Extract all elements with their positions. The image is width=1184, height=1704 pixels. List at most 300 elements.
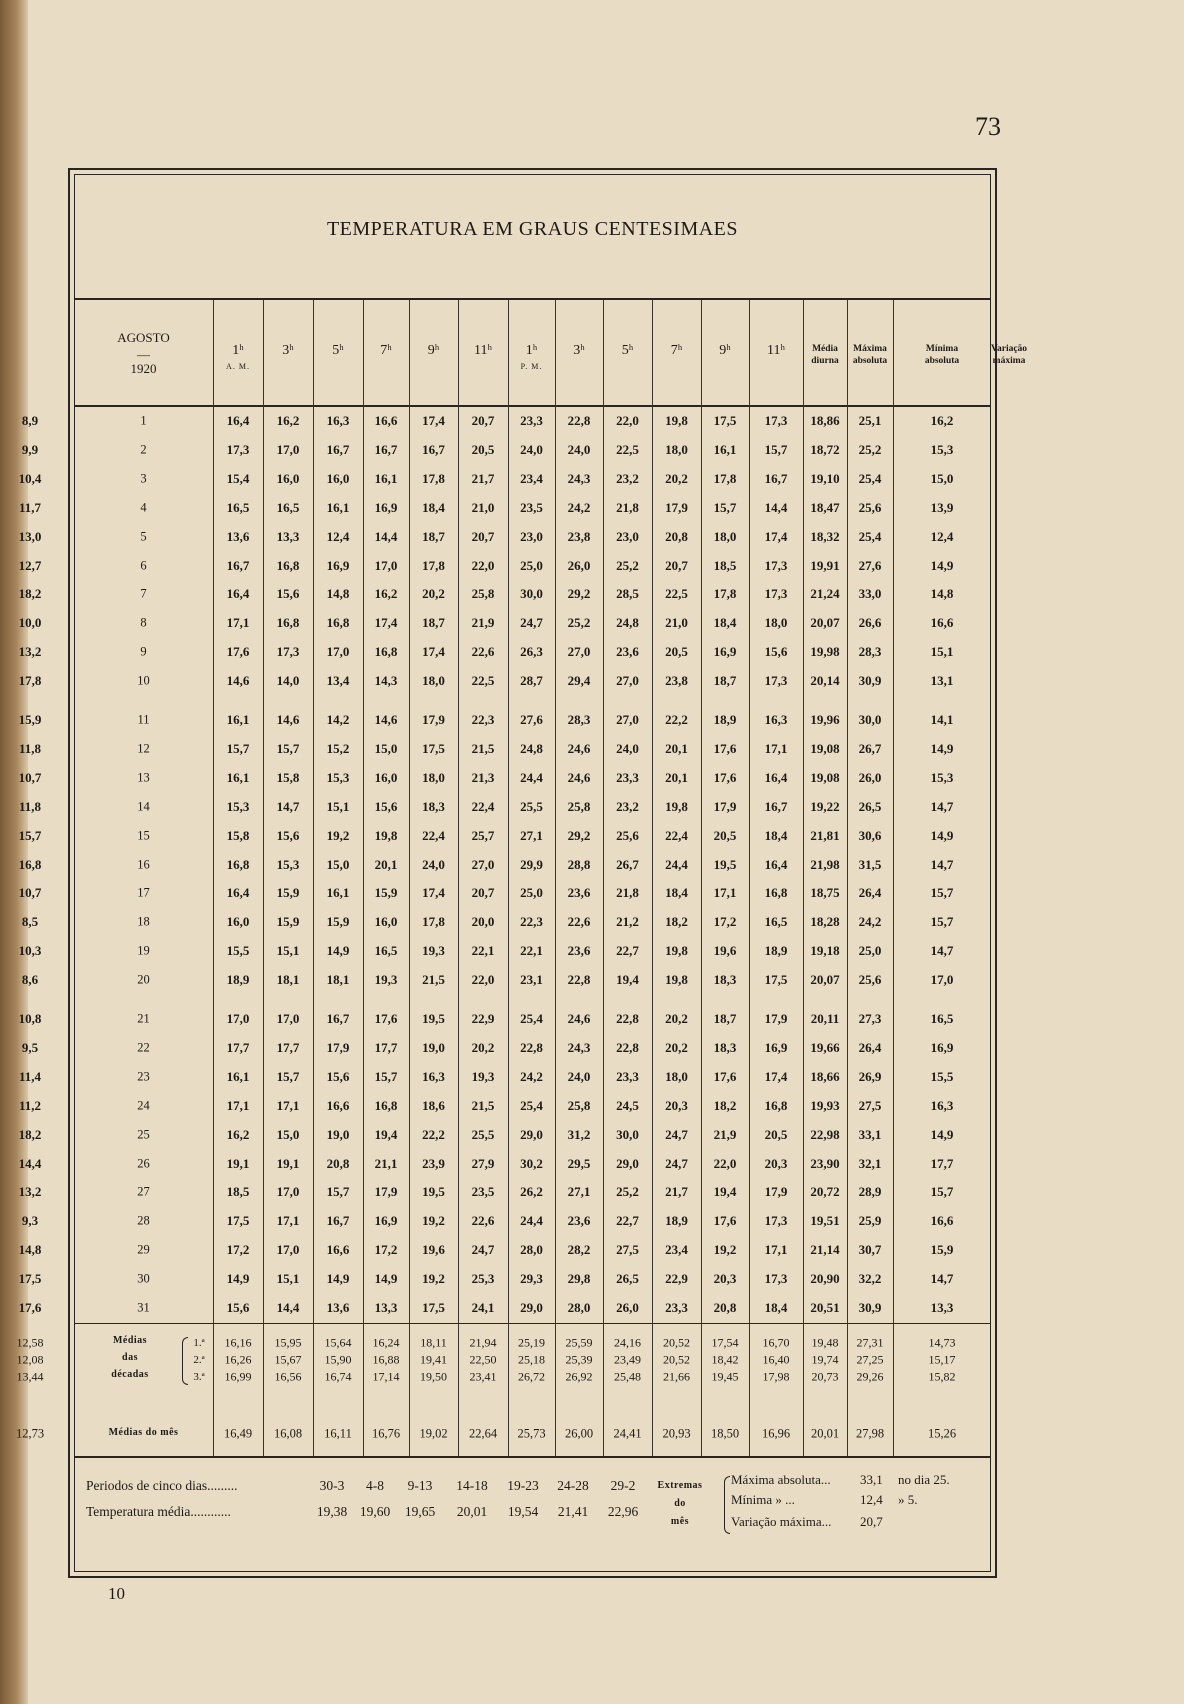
table-cell: 29,0 [520, 1300, 543, 1315]
header-hour: 1ʰ [525, 343, 538, 358]
table-cell: 24,0 [422, 856, 445, 872]
table-cell: 28,2 [567, 1242, 591, 1258]
day-number: 24 [137, 1098, 150, 1113]
table-cell: 17,0 [276, 1242, 300, 1258]
table-cell: 14,8 [18, 1242, 42, 1258]
table-cell: 22,2 [422, 1126, 445, 1142]
table-cell: 22,4 [471, 798, 495, 814]
table-cell: 21,8 [616, 885, 639, 901]
table-cell: 25,2 [616, 557, 639, 573]
temperatura-value: 21,41 [557, 1504, 589, 1519]
table-cell: 17,5 [713, 413, 737, 428]
temperatura-value: 20,01 [456, 1504, 488, 1519]
medias-mes-cell: 22,64 [468, 1426, 498, 1441]
table-cell: 22,6 [471, 1213, 495, 1229]
table-cell: 18,0 [422, 673, 445, 689]
table-cell: 24,7 [520, 615, 543, 631]
table-cell: 14,4 [276, 1300, 300, 1315]
table-cell: 16,6 [326, 1097, 350, 1113]
table-cell: 29,2 [567, 586, 591, 602]
header-hour: 9ʰ [427, 343, 440, 358]
table-cell: 22,0 [471, 557, 495, 573]
header-col-part: Variação [991, 344, 1028, 354]
decada-cell: 16,74 [324, 1369, 352, 1384]
table-cell: 20,2 [665, 470, 688, 486]
day-number: 10 [137, 673, 150, 688]
decada-ordinal: 2.ª [193, 1354, 205, 1366]
table-cell: 20,14 [810, 673, 840, 689]
table-cell: 16,9 [374, 499, 398, 515]
decada-cell: 15,82 [928, 1369, 956, 1384]
day-number: 26 [137, 1156, 150, 1170]
table-cell: 15,7 [18, 827, 42, 843]
table-cell: 18,9 [226, 972, 250, 988]
table-cell: 19,1 [276, 1155, 300, 1171]
decada-cell: 16,26 [224, 1352, 252, 1367]
table-cell: 17,8 [422, 914, 445, 930]
decada-ordinal: 3.ª [193, 1371, 205, 1383]
table-cell: 18,0 [764, 615, 788, 631]
table-cell: 19,51 [810, 1213, 840, 1229]
table-cell: 16,8 [374, 1097, 398, 1113]
day-number: 3 [140, 471, 147, 486]
periodo-value: 30-3 [319, 1478, 345, 1493]
table-cell: 19,96 [810, 712, 840, 727]
table-cell: 19,08 [810, 740, 840, 756]
table-cell: 27,6 [858, 557, 882, 573]
table-cell: 16,8 [226, 856, 250, 872]
table-cell: 16,1 [713, 441, 737, 457]
table-cell: 20,2 [471, 1039, 495, 1055]
table-cell: 30,9 [858, 1300, 882, 1315]
table-cell: 19,2 [422, 1271, 445, 1287]
table-cell: 29,8 [567, 1271, 591, 1287]
table-cell: 16,1 [326, 885, 350, 901]
table-cell: 16,5 [764, 914, 788, 930]
table-cell: 15,7 [930, 885, 954, 901]
table-cell: 25,1 [858, 413, 882, 428]
decada-cell: 14,73 [928, 1335, 956, 1350]
table-cell: 14,2 [326, 712, 350, 727]
table-cell: 17,3 [764, 557, 788, 573]
periodo-value: 9-13 [407, 1478, 433, 1493]
table-cell: 13,3 [930, 1300, 954, 1315]
table-cell: 15,0 [930, 470, 954, 486]
table-cell: 17,5 [422, 740, 445, 756]
table-cell: 13,9 [930, 499, 954, 515]
table-cell: 17,7 [226, 1039, 250, 1055]
table-cell: 20,8 [665, 528, 688, 544]
table-cell: 17,1 [764, 740, 788, 756]
table-cell: 26,2 [520, 1184, 543, 1200]
day-number: 14 [137, 799, 150, 814]
table-cell: 22,1 [520, 943, 543, 959]
medias-mes-cell: 15,26 [927, 1426, 957, 1441]
table-cell: 17,4 [422, 644, 445, 660]
table-cell: 23,6 [567, 885, 591, 901]
table-cell: 15,0 [326, 856, 350, 872]
table-cell: 16,5 [276, 499, 300, 515]
day-number: 2 [140, 442, 147, 457]
table-cell: 24,0 [567, 441, 591, 457]
table-cell: 22,7 [616, 943, 639, 959]
table-cell: 23,0 [520, 528, 543, 544]
temperatura-value: 19,60 [359, 1504, 391, 1519]
decadas-label-1: Médias [112, 1335, 148, 1346]
table-cell: 25,0 [858, 943, 882, 959]
table-cell: 17,7 [930, 1155, 954, 1171]
table-cell: 26,4 [858, 1039, 882, 1055]
table-cell: 18,7 [422, 615, 445, 631]
table-cell: 15,3 [276, 856, 300, 872]
periodo-value: 14-18 [456, 1478, 488, 1493]
table-cell: 25,2 [616, 1184, 639, 1200]
table-cell: 24,4 [520, 1213, 543, 1229]
table-cell: 29,9 [520, 856, 543, 872]
table-cell: 18,75 [810, 885, 840, 901]
header-col-9 [603, 344, 652, 359]
table-cell: 19,1 [226, 1155, 250, 1171]
table-cell: 17,3 [764, 673, 788, 689]
table-cell: 16,1 [326, 499, 350, 515]
table-cell: 15,9 [374, 885, 398, 901]
table-cell: 12,7 [18, 557, 42, 573]
table-cell: 18,2 [18, 586, 42, 602]
table-cell: 15,7 [226, 740, 250, 756]
title-rule [74, 298, 991, 300]
table-cell: 26,0 [858, 769, 882, 785]
table-cell: 21,9 [713, 1126, 737, 1142]
decada-cell: 26,92 [565, 1369, 593, 1384]
table-cell: 17,2 [374, 1242, 398, 1258]
header-dash: — [137, 347, 150, 362]
table-cell: 26,5 [858, 798, 882, 814]
header-hour: 7ʰ [380, 343, 392, 358]
table-cell: 15,7 [930, 914, 954, 930]
table-cell: 23,6 [567, 943, 591, 959]
table-cell: 23,2 [616, 470, 639, 486]
day-number: 9 [140, 644, 147, 659]
table-cell: 26,7 [616, 856, 639, 872]
table-cell: 23,3 [616, 769, 639, 785]
table-cell: 21,24 [810, 586, 840, 602]
table-cell: 27,9 [471, 1155, 495, 1171]
table-cell: 19,4 [713, 1184, 737, 1200]
table-cell: 30,9 [858, 673, 882, 689]
table-cell: 19,3 [374, 972, 398, 988]
table-cell: 16,3 [326, 413, 350, 428]
table-cell: 20,07 [810, 615, 840, 631]
decada-cell: 23,41 [469, 1369, 497, 1384]
table-cell: 25,0 [520, 885, 543, 901]
table-cell: 9,5 [21, 1039, 39, 1055]
header-hour: 1ʰ [232, 343, 244, 358]
header-col-7 [508, 344, 555, 371]
table-cell: 24,1 [471, 1300, 495, 1315]
temperatura-value: 19,65 [404, 1504, 436, 1519]
table-cell: 19,0 [326, 1126, 350, 1142]
medias-mes-cell: 26,00 [564, 1426, 594, 1441]
table-cell: 24,6 [567, 769, 591, 785]
table-cell: 17,9 [764, 1011, 788, 1026]
table-cell: 25,8 [567, 798, 591, 814]
medias-mes-cell: 16,96 [761, 1426, 791, 1441]
extrema-value: 12,4 [860, 1492, 883, 1507]
table-cell: 17,4 [764, 528, 788, 544]
day-number: 31 [137, 1300, 150, 1315]
table-cell: 29,2 [567, 827, 591, 843]
table-cell: 18,7 [713, 673, 737, 689]
table-cell: 19,66 [810, 1039, 840, 1055]
table-cell: 21,0 [471, 499, 495, 515]
table-cell: 17,0 [276, 441, 300, 457]
decadas-label-3: décadas [111, 1369, 149, 1380]
decada-cell: 13,44 [16, 1369, 44, 1384]
table-cell: 16,4 [764, 856, 788, 872]
table-cell: 25,4 [520, 1097, 543, 1113]
table-cell: 15,7 [374, 1068, 398, 1084]
table-cell: 17,7 [276, 1039, 300, 1055]
table-cell: 19,4 [374, 1126, 398, 1142]
table-cell: 18,2 [18, 1126, 42, 1142]
table-cell: 15,9 [276, 885, 300, 901]
table-cell: 16,8 [276, 557, 300, 573]
table-cell: 13,0 [18, 528, 42, 544]
table-cell: 17,9 [326, 1039, 350, 1055]
table-cell: 28,0 [520, 1242, 543, 1258]
extrema-tail: » 5. [898, 1492, 918, 1507]
decada-cell: 16,88 [372, 1352, 400, 1367]
table-cell: 17,9 [665, 499, 688, 515]
table-cell: 20,2 [665, 1011, 688, 1026]
table-cell: 17,5 [764, 972, 788, 988]
decadas-label-2: das [122, 1352, 138, 1363]
table-cell: 17,9 [422, 712, 445, 727]
table-cell: 14,7 [930, 1271, 954, 1287]
table-cell: 16,3 [422, 1068, 445, 1084]
header-hour: 3ʰ [573, 343, 585, 358]
table-cell: 10,4 [18, 470, 42, 486]
table-cell: 16,9 [713, 644, 737, 660]
table-cell: 27,0 [471, 856, 495, 872]
header-col-10 [652, 344, 701, 359]
decada-cell: 21,94 [469, 1335, 497, 1350]
table-cell: 23,3 [665, 1300, 688, 1315]
table-cell: 20,5 [665, 644, 688, 660]
decada-cell: 29,26 [856, 1369, 884, 1384]
table-cell: 20,3 [713, 1271, 737, 1287]
decada-cell: 27,31 [856, 1335, 884, 1350]
table-cell: 11,2 [18, 1097, 42, 1113]
table-cell: 16,7 [326, 441, 350, 457]
table-cell: 25,6 [858, 972, 882, 988]
table-cell: 17,3 [764, 1271, 788, 1287]
table-cell: 12,4 [930, 528, 954, 544]
medias-mes-cell: 12,73 [15, 1426, 45, 1441]
table-cell: 25,3 [471, 1271, 495, 1287]
table-cell: 21,2 [616, 914, 639, 930]
table-cell: 17,4 [422, 885, 445, 901]
table-cell: 22,98 [810, 1126, 840, 1142]
table-cell: 19,8 [665, 798, 688, 814]
table-cell: 19,5 [713, 856, 737, 872]
day-number: 4 [140, 500, 147, 515]
day-number: 16 [137, 857, 150, 871]
table-cell: 18,4 [665, 885, 688, 901]
table-cell: 24,8 [520, 740, 543, 756]
table-cell: 24,0 [520, 441, 543, 457]
table-cell: 17,4 [764, 1068, 788, 1084]
table-cell: 23,1 [520, 972, 543, 988]
table-cell: 31,5 [858, 856, 882, 872]
header-col-part: Máxima [853, 344, 887, 354]
table-cell: 24,4 [665, 856, 688, 872]
page-number: 73 [975, 112, 1001, 141]
day-number: 18 [137, 914, 150, 929]
table-cell: 19,5 [422, 1184, 445, 1200]
table-cell: 22,5 [665, 586, 688, 602]
table-cell: 15,1 [930, 644, 954, 660]
table-cell: 15,3 [226, 798, 250, 814]
table-cell: 16,9 [764, 1039, 788, 1055]
table-cell: 15,6 [226, 1300, 250, 1315]
table-cell: 18,7 [713, 1011, 737, 1026]
table-cell: 17,6 [713, 1068, 737, 1084]
decada-cell: 23,49 [614, 1352, 641, 1367]
table-cell: 16,2 [930, 413, 954, 428]
book-spine [0, 0, 28, 1704]
table-cell: 20,1 [665, 769, 688, 785]
table-cell: 16,7 [326, 1213, 350, 1229]
table-cell: 10,0 [18, 615, 42, 631]
table-cell: 22,5 [471, 673, 495, 689]
table-cell: 15,2 [326, 740, 350, 756]
table-cell: 16,2 [226, 1126, 250, 1142]
table-cell: 20,51 [810, 1300, 840, 1315]
table-cell: 14,9 [930, 740, 954, 756]
table-cell: 26,0 [616, 1300, 639, 1315]
medias-mes-cell: 20,93 [662, 1426, 691, 1441]
table-cell: 22,3 [471, 712, 495, 727]
table-cell: 25,8 [567, 1097, 591, 1113]
table-cell: 14,7 [930, 856, 954, 872]
header-col-part: Média [812, 344, 838, 354]
table-cell: 15,6 [276, 586, 300, 602]
header-col-3 [313, 344, 363, 359]
table-cell: 16,0 [374, 769, 398, 785]
decada-cell: 21,66 [663, 1369, 690, 1384]
table-cell: 16,1 [226, 1068, 250, 1084]
table-cell: 29,0 [616, 1155, 639, 1171]
medias-mes-cell: 16,49 [223, 1426, 253, 1441]
decadas-rule [74, 1323, 991, 1324]
table-cell: 24,3 [567, 470, 591, 486]
table-cell: 20,0 [471, 914, 495, 930]
table-cell: 18,4 [764, 827, 788, 843]
table-cell: 30,0 [616, 1126, 639, 1142]
table-cell: 15,3 [326, 769, 350, 785]
table-cell: 15,8 [276, 769, 300, 785]
table-cell: 16,3 [764, 712, 788, 727]
table-cell: 20,90 [810, 1271, 840, 1287]
medias-mes-label: Médias do mês [108, 1427, 179, 1438]
header-hour: 5ʰ [621, 343, 634, 358]
table-cell: 20,8 [326, 1155, 350, 1171]
table-cell: 20,8 [713, 1300, 737, 1315]
table-cell: 17,0 [326, 644, 350, 660]
periodo-value: 24-28 [557, 1478, 589, 1493]
temperatura-value: 22,96 [607, 1504, 639, 1519]
table-cell: 16,4 [226, 413, 250, 428]
table-cell: 15,3 [930, 769, 954, 785]
table-cell: 16,2 [374, 586, 398, 602]
decada-cell: 16,56 [274, 1369, 302, 1384]
table-cell: 18,0 [665, 441, 688, 457]
table-cell: 27,0 [567, 644, 591, 660]
table-cell: 24,4 [520, 769, 543, 785]
table-cell: 23,0 [616, 528, 639, 544]
table-cell: 15,9 [276, 914, 300, 930]
table-cell: 23,5 [520, 499, 543, 515]
medias-mes-cell: 16,76 [371, 1426, 401, 1441]
table-cell: 18,86 [810, 413, 840, 428]
table-cell: 18,1 [326, 972, 350, 988]
table-cell: 14,9 [930, 1126, 954, 1142]
table-cell: 28,5 [616, 586, 639, 602]
table-cell: 14,8 [930, 586, 954, 602]
periodo-value: 19-23 [507, 1478, 539, 1493]
table-cell: 21,7 [665, 1184, 688, 1200]
table-cell: 15,9 [18, 712, 42, 727]
table-cell: 17,8 [18, 673, 42, 689]
table-cell: 22,8 [567, 972, 591, 988]
table-cell: 22,8 [616, 1039, 639, 1055]
table-cell: 15,4 [226, 470, 250, 486]
table-cell: 31,2 [567, 1126, 591, 1142]
table-cell: 13,2 [18, 644, 42, 660]
table-cell: 26,4 [858, 885, 882, 901]
table-cell: 19,3 [471, 1068, 495, 1084]
decada-cell: 20,52 [663, 1352, 690, 1367]
header-col-1 [213, 344, 263, 371]
table-cell: 18,9 [713, 712, 737, 727]
table-cell: 30,6 [858, 827, 882, 843]
table-cell: 16,6 [374, 413, 398, 428]
decada-cell: 15,17 [928, 1352, 956, 1367]
table-cell: 17,3 [764, 413, 788, 428]
table-cell: 26,7 [858, 740, 882, 756]
day-number: 28 [137, 1213, 150, 1228]
table-cell: 21,9 [471, 615, 495, 631]
table-cell: 22,6 [567, 914, 591, 930]
table-cell: 18,32 [810, 528, 840, 544]
table-cell: 24,7 [665, 1155, 688, 1171]
table-cell: 23,3 [520, 413, 543, 428]
table-cell: 14,9 [226, 1271, 250, 1287]
medias-mes-cell: 25,73 [517, 1426, 546, 1441]
table-cell: 20,2 [665, 1039, 688, 1055]
table-cell: 17,1 [276, 1213, 300, 1229]
table-cell: 17,6 [713, 1213, 737, 1229]
day-number: 6 [140, 558, 147, 572]
table-cell: 30,0 [858, 712, 882, 727]
day-number: 25 [137, 1127, 150, 1142]
table-cell: 18,9 [764, 943, 788, 959]
table-cell: 18,2 [665, 914, 688, 930]
table-cell: 18,4 [422, 499, 445, 515]
table-cell: 18,0 [422, 769, 445, 785]
table-cell: 28,0 [567, 1300, 591, 1315]
